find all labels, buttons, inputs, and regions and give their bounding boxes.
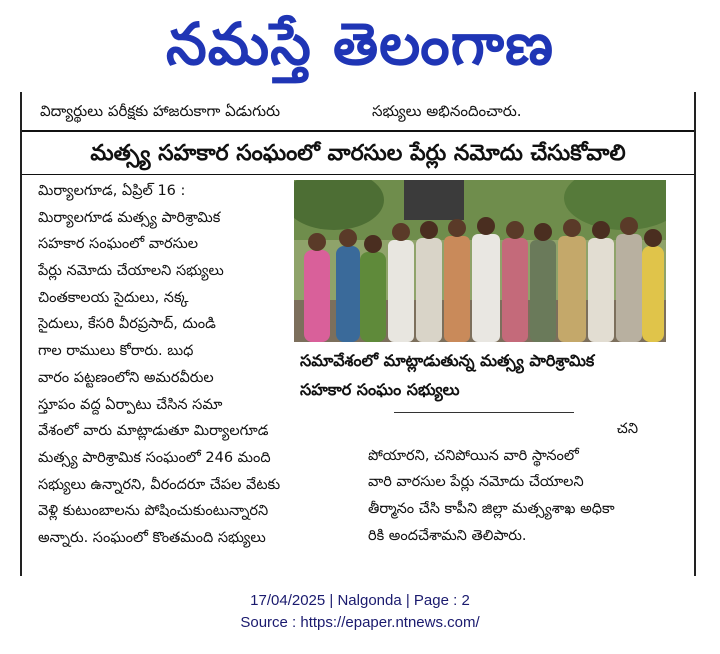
body-line: వారం పట్టణంలోని అమరవీరుల [38,369,214,386]
headline-divider-top [22,130,694,132]
caption-line: సమావేశంలో మాట్లాడుతున్న మత్స్య పారిశ్రామిక [300,351,595,370]
headline-divider-bottom [22,174,694,175]
body-line: మత్స్య పారిశ్రామిక సంఘంలో 246 మంది [38,449,271,466]
source-url: Source : https://epaper.ntnews.com/ [240,614,480,631]
body-line: వారి వారసుల పేర్లు నమోదు చేయాలని [368,474,584,491]
body-line: స్తూపం వద్ద ఏర్పాటు చేసిన సమా [38,396,223,413]
masthead [0,0,720,86]
group-photo [294,180,666,342]
body-line: సహకార సంఘంలో వారసుల [38,236,199,253]
caption-divider [394,412,574,413]
body-line: అన్నారు. సంఘంలో కొంతమంది సభ్యులు [38,529,266,546]
photo-caption [300,346,595,404]
body-line: మిర్యాలగూడ మత్స్య పారిశ్రామిక [38,209,221,226]
body-line: పేర్లు నమోదు చేయాలని సభ్యులు [38,263,224,280]
article-headline: మత్స్య సహకార సంఘంలో వారసుల పేర్లు నమోదు చేసుకోవాలి [90,141,626,166]
source-footer [0,590,720,634]
body-line: వెళ్లి కుటుంబాలను పోషించుకుంటున్నారని [38,503,269,520]
body-line: మిర్యాలగూడ, ఏప్రిల్ 16 : [38,183,186,199]
article-column-right [368,416,668,549]
body-line: పోయారని, చనిపోయిన వారి స్థానంలో [368,447,579,464]
body-line: సభ్యులు ఉన్నారని, వీరందరూ చేపల వేటకు [38,476,281,493]
body-line: గాల రాములు కోరారు. బుధ [38,343,194,360]
body-line: వేశంలో వారు మాట్లాడుతూ మిర్యాలగూడ [38,423,269,440]
previous-article-text-right: సభ్యులు అభినందించారు. [372,102,522,120]
group-photo-image [294,180,666,342]
article-column-left [38,178,334,552]
body-line: తీర్మానం చేసి కాపీని జిల్లా మత్స్యశాఖ అధికా [368,501,615,518]
body-line: చింతకాలయ సైదులు, నక్క [38,289,189,306]
body-line: సైదులు, కేసరి వీరప్రసాద్, దుండి [38,316,216,333]
body-line: రికి అందచేశామని తెలిపారు. [368,527,527,544]
newspaper-logo: నమస్తే తెలంగాణ [166,10,554,78]
page-border-right [694,92,696,576]
body-line: చని [616,421,638,437]
caption-line: సహకార సంఘం సభ్యులు [300,380,460,399]
edition-info: 17/04/2025 | Nalgonda | Page : 2 [250,592,470,609]
previous-article-text-left: విద్యార్థులు పరీక్షకు హాజరుకాగా ఏడుగురు [40,102,281,120]
